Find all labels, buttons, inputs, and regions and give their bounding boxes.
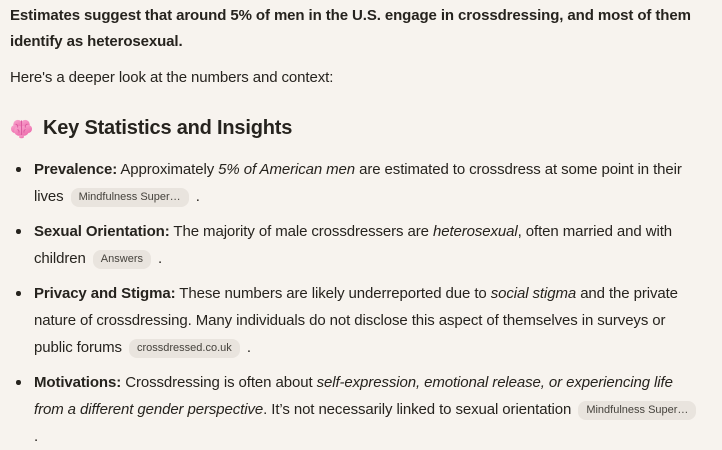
- text-run-bold: Sexual Orientation:: [34, 223, 170, 240]
- text-run-normal: .: [191, 188, 200, 205]
- context-line: Here's a deeper look at the numbers and context:: [10, 69, 334, 86]
- text-run-bold: Motivations:: [34, 374, 122, 391]
- bullet-marker-icon: [16, 291, 21, 296]
- text-run-normal: Crossdressing is often about: [121, 374, 317, 391]
- text-run-italic: social stigma: [490, 285, 577, 302]
- citation-chip[interactable]: crossdressed.co.uk: [129, 339, 240, 358]
- list-item: [10, 369, 706, 450]
- section-heading: [10, 113, 706, 143]
- text-run-italic: heterosexual: [432, 223, 518, 240]
- text-run-normal: .: [153, 250, 163, 267]
- brain-emoji-icon: [10, 117, 33, 140]
- section-title: Key Statistics and Insights: [43, 117, 293, 139]
- list-item: [10, 156, 706, 210]
- text-run-italic: 5% of American men: [218, 161, 356, 178]
- text-run-normal: The majority of male crossdressers are: [169, 223, 433, 240]
- bullet-marker-icon: [16, 229, 21, 234]
- text-run-normal: are estimated to crossdress at some point in their lives: [34, 161, 682, 205]
- text-run-normal: and the private nature of crossdressing. Many individuals do not disclose this aspect of themselves in surveys or public forums: [34, 285, 678, 356]
- citation-chip[interactable]: Mindfulness Super…: [578, 401, 696, 420]
- bullet-marker-icon: [16, 167, 21, 172]
- text-run-normal: .: [34, 428, 39, 445]
- citation-chip[interactable]: Answers: [93, 250, 151, 269]
- lead-statement: Estimates suggest that around 5% of men in the U.S. engage in crossdressing, and most of them identify as heterosexual.: [10, 7, 691, 50]
- text-run-normal: .: [242, 339, 251, 356]
- text-run-normal: , often married and with children: [34, 223, 673, 267]
- key-statistics-list: [10, 156, 706, 450]
- text-run-bold: Privacy and Stigma:: [34, 285, 176, 302]
- bullet-marker-icon: [16, 380, 21, 385]
- text-run-bold: Prevalence:: [34, 161, 118, 178]
- text-run-italic: self-expression, emotional release, or experiencing life from a different gender perspective: [34, 374, 673, 418]
- text-run-normal: Approximately: [117, 161, 219, 178]
- text-run-normal: These numbers are likely underreported due to: [175, 285, 491, 302]
- list-item: [10, 280, 706, 361]
- citation-chip[interactable]: Mindfulness Super…: [71, 188, 189, 207]
- list-item: [10, 218, 706, 272]
- text-run-normal: . It’s not necessarily linked to sexual orientation: [263, 401, 576, 418]
